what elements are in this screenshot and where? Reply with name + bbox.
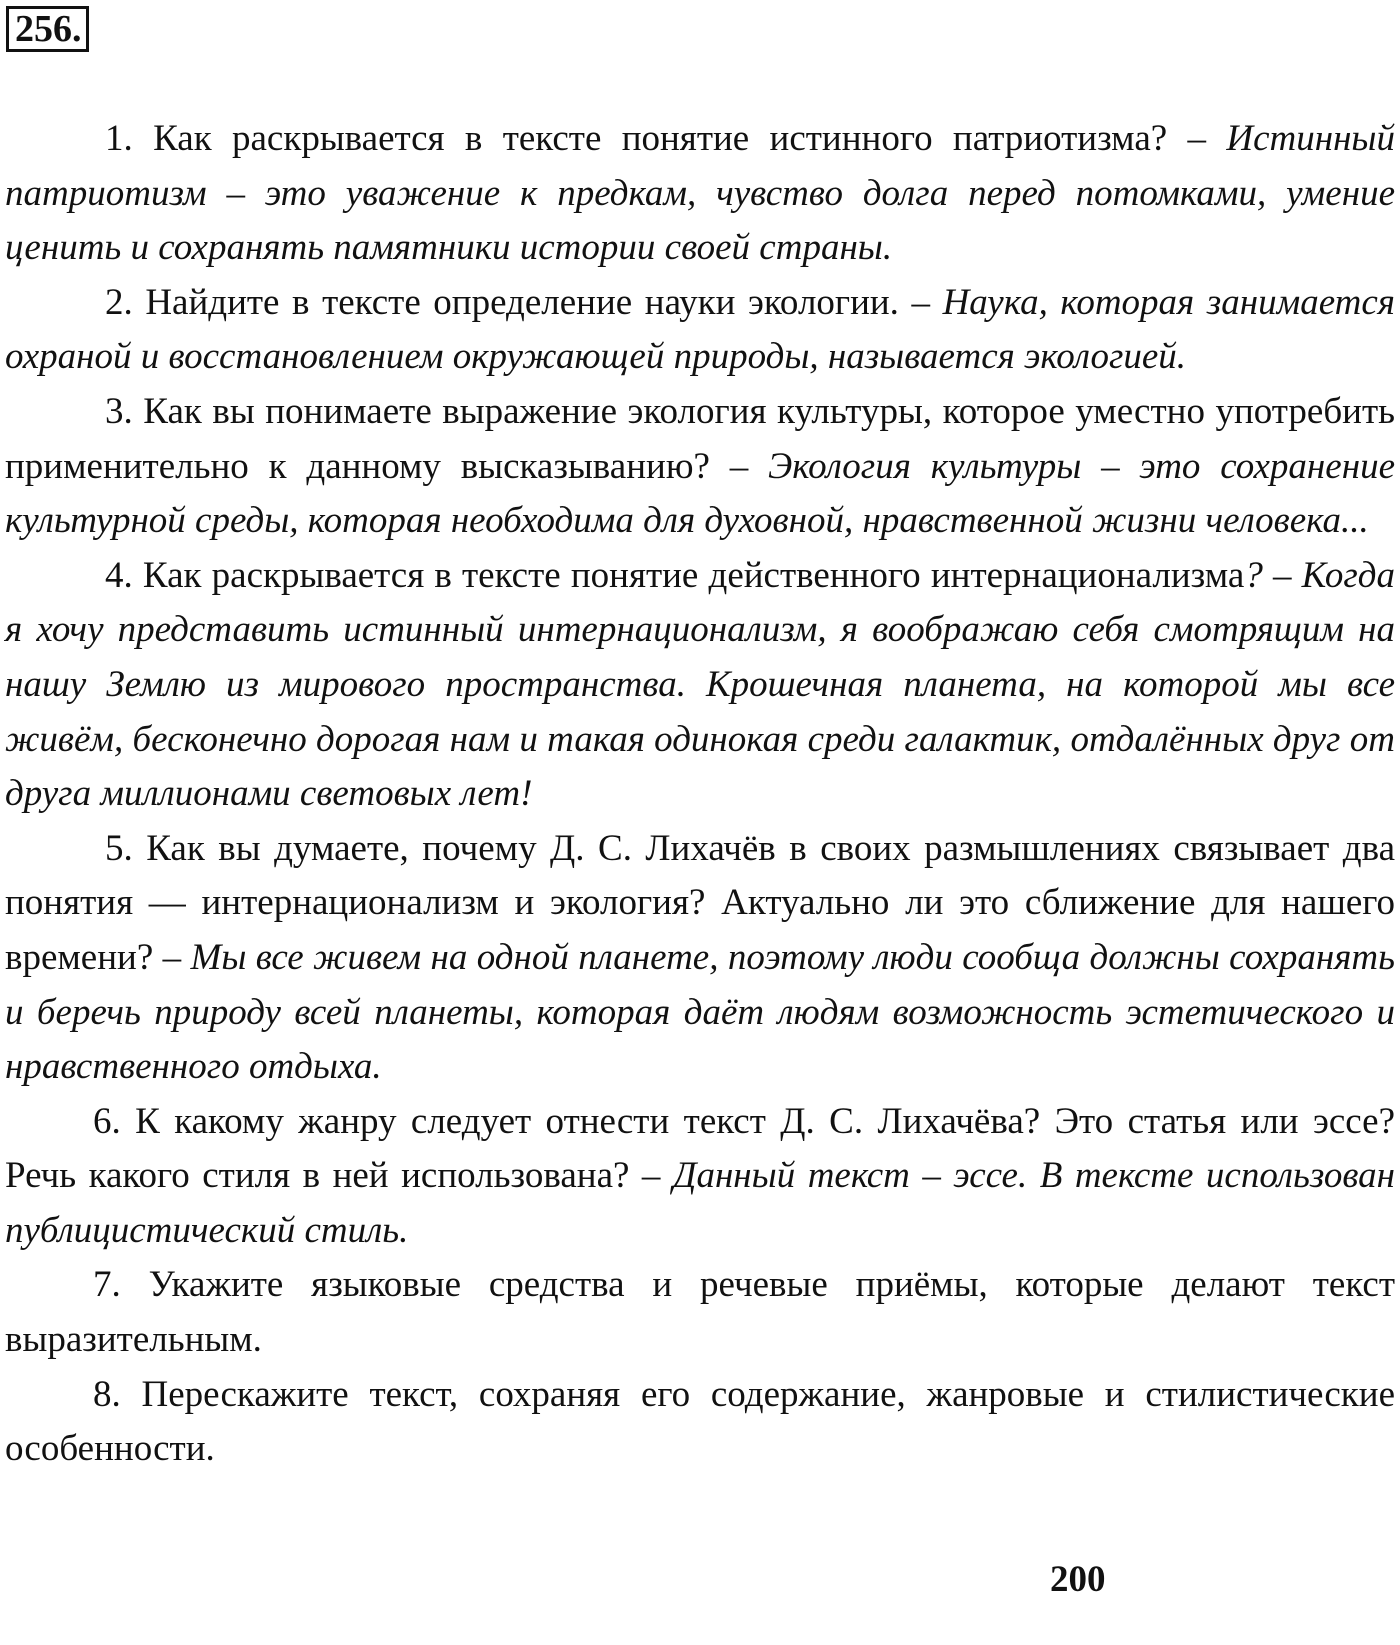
question-text: 6. К какому жанру следует отнести текст Д. С. Лихачёва? Это статья или эссе? Речь какого стиля в ней использована? –: [5, 1100, 1395, 1197]
answer-text: Наука, которая занимается охраной и восстановлением окружающей природы, называется экологией.: [5, 281, 1395, 378]
answer-text: Мы все живем на одной планете, поэтому люди сообща должны сохранять и беречь природу всей планеты, которая даёт людям возможность эстетического и нравственного отдыха.: [5, 936, 1395, 1088]
answer-text: Данный текст – эссе. В тексте использован публицистический стиль.: [5, 1155, 1395, 1251]
question-text: 1. Как раскрывается в тексте понятие истинного патриотизма? –: [105, 118, 1227, 159]
page-number: 200: [1050, 1559, 1106, 1600]
answer-text: Экология культуры – это сохранение культурной среды, которая необходима для духовной, нравственной жизни человека...: [5, 445, 1395, 542]
list-item: [5, 1258, 1395, 1367]
question-text: 2. Найдите в тексте определение науки экологии. –: [105, 281, 943, 323]
question-text: 5. Как вы думаете, почему Д. С. Лихачёв в своих размышлениях связывает два понятия — интернационализм и экология? Актуально ли это сближение для нашего времени? –: [5, 827, 1395, 978]
list-item: [5, 1095, 1395, 1259]
question-text: 8. Перескажите текст, сохраняя его содержание, жанровые и стилистические особенности.: [5, 1373, 1395, 1470]
question-text: 7. Укажите языковые средства и речевые приёмы, которые делают текст выразительным.: [5, 1264, 1395, 1361]
list-item: [5, 549, 1395, 822]
answer-text: Истинный патриотизм – это уважение к предкам, чувство долга перед потомками, умение ценить и сохранять памятники истории своей страны.: [5, 118, 1395, 269]
exercise-number: 256.: [6, 6, 89, 52]
question-text: 4. Как раскрывается в тексте понятие действенного интернационализма: [105, 554, 1245, 596]
answer-text: ? – Когда я хочу представить истинный интернационализм, я воображаю себя смотрящим на нашу Землю из мирового пространства. Крошечная планета, на которой мы все живём, бесконечно дорогая нам и такая одинокая среди галактик, отдалённых друг от друга миллионами световых лет!: [5, 554, 1395, 815]
list-item: [5, 385, 1395, 549]
exercise-content: [5, 112, 1395, 1477]
list-item: [5, 112, 1395, 276]
question-text: 3. Как вы понимаете выражение экология культуры, которое уместно употребить применительно к данному высказыванию? –: [5, 390, 1395, 487]
list-item: [5, 1368, 1395, 1477]
list-item: [5, 276, 1395, 385]
list-item: [5, 822, 1395, 1095]
